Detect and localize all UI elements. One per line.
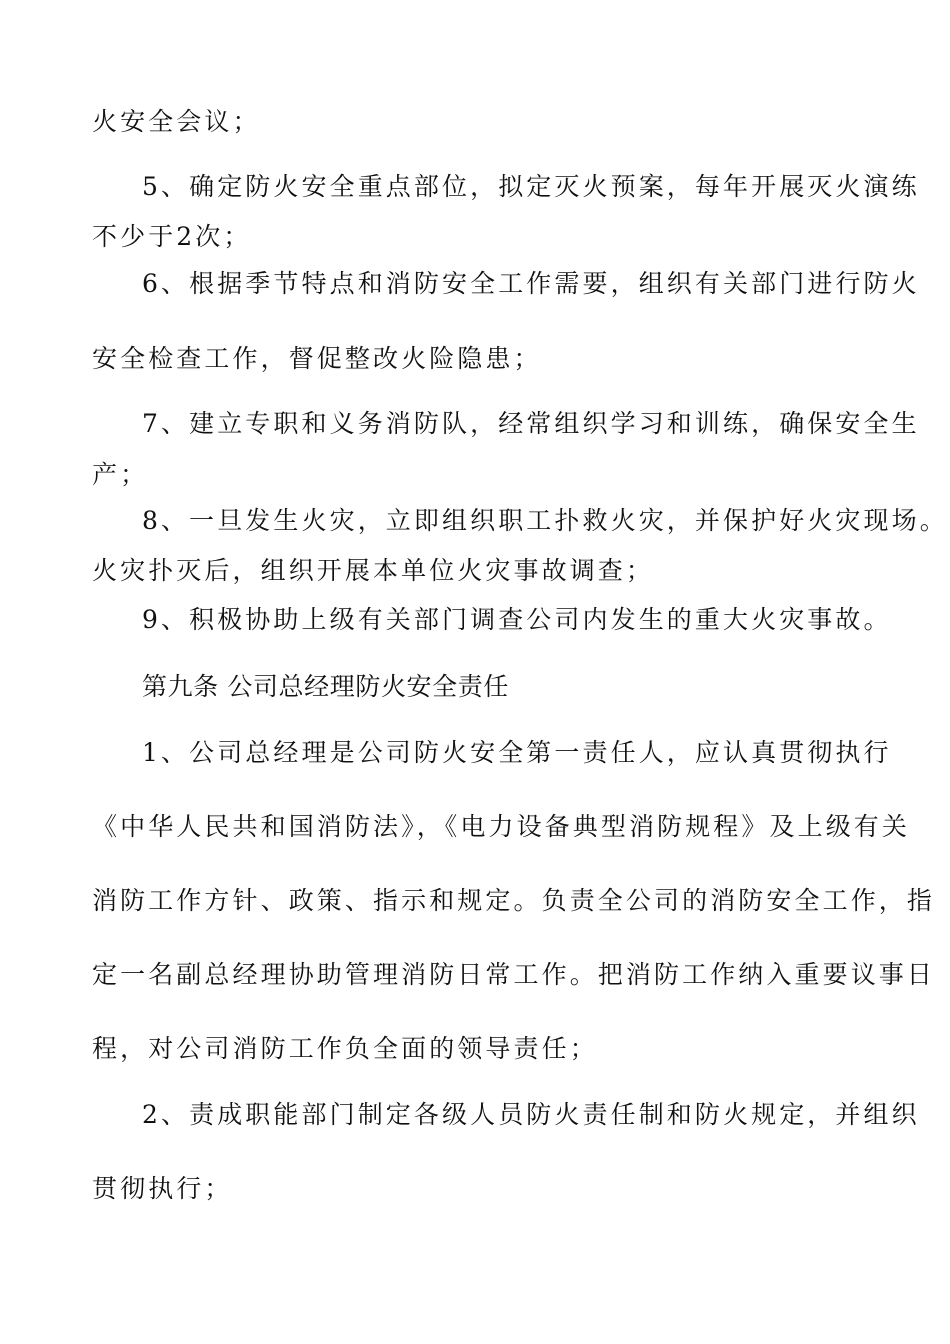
text-line: 6、根据季节特点和消防安全工作需要，组织有关部门进行防火 <box>142 269 920 298</box>
section-heading: 第九条 公司总经理防火安全责任 <box>142 672 509 701</box>
text-line: 火灾扑灭后，组织开展本单位火灾事故调查； <box>92 556 655 585</box>
text-line: 9、积极协助上级有关部门调查公司内发生的重大火灾事故。 <box>142 605 892 634</box>
text-line: 不少于2次； <box>92 222 252 251</box>
text-line: 8、一旦发生火灾，立即组织职工扑救火灾，并保护好火灾现场。 <box>142 506 948 535</box>
text-line: 《中华人民共和国消防法》，《电力设备典型消防规程》及上级有关 <box>92 812 911 841</box>
text-line: 贯彻执行； <box>92 1174 233 1203</box>
text-line: 安全检查工作，督促整改火险隐患； <box>92 344 542 373</box>
text-line: 火安全会议； <box>92 107 261 136</box>
text-line: 1、公司总经理是公司防火安全第一责任人，应认真贯彻执行 <box>142 738 892 767</box>
text-line: 7、建立专职和义务消防队，经常组织学习和训练，确保安全生 <box>142 409 920 438</box>
text-line: 5、确定防火安全重点部位，拟定灭火预案，每年开展灭火演练 <box>142 172 920 201</box>
text-line: 程，对公司消防工作负全面的领导责任； <box>92 1034 598 1063</box>
text-line: 定一名副总经理协助管理消防日常工作。把消防工作纳入重要议事日 <box>92 960 936 989</box>
text-line: 消防工作方针、政策、指示和规定。负责全公司的消防安全工作，指 <box>92 886 936 915</box>
text-line: 产； <box>92 460 149 489</box>
text-line: 2、责成职能部门制定各级人员防火责任制和防火规定，并组织 <box>142 1100 920 1129</box>
